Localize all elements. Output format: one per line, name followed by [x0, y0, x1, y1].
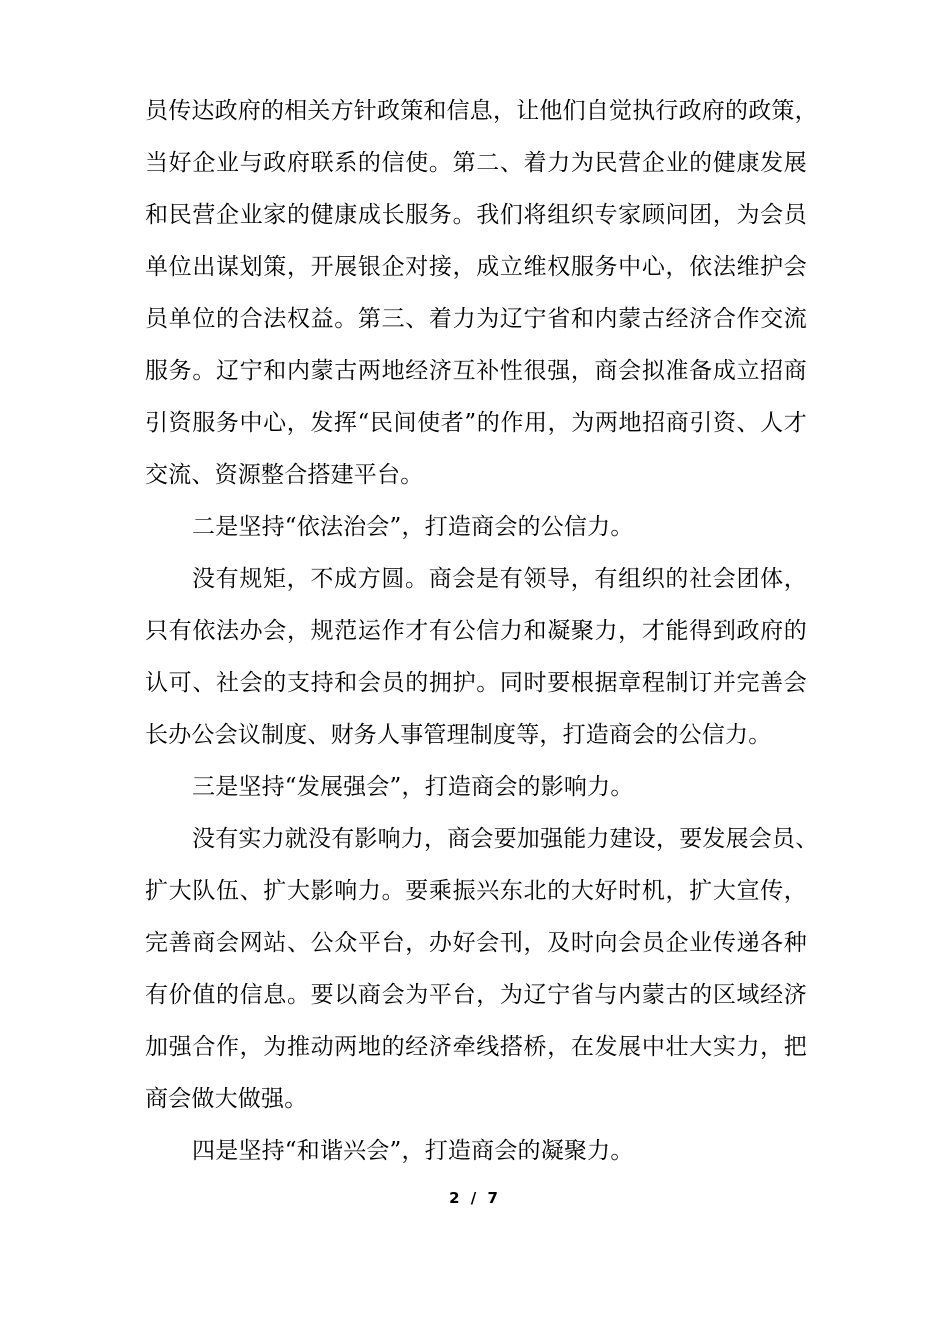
page-number: 2 / 7 — [449, 1189, 501, 1207]
text-line: 服务。辽宁和内蒙古两地经济互补性很强，商会拟准备成立招商 — [145, 358, 807, 384]
section-heading: 三是坚持“发展强会”，打造商会的影响力。 — [192, 774, 634, 800]
text-line: 有价值的信息。要以商会为平台，为辽宁省与内蒙古的区域经济 — [145, 982, 807, 1008]
text-line: 扩大队伍、扩大影响力。要乘振兴东北的大好时机，扩大宣传， — [145, 878, 807, 904]
text-line: 引资服务中心，发挥“民间使者”的作用，为两地招商引资、人才 — [145, 410, 807, 436]
text-line: 和民营企业家的健康成长服务。我们将组织专家顾问团，为会员 — [145, 202, 807, 228]
text-line: 认可、社会的支持和会员的拥护。同时要根据章程制订并完善会 — [145, 670, 807, 696]
section-heading: 四是坚持“和谐兴会”，打造商会的凝聚力。 — [192, 1138, 634, 1164]
text-line: 没有实力就没有影响力，商会要加强能力建设，要发展会员、 — [192, 826, 819, 852]
text-line: 员传达政府的相关方针政策和信息，让他们自觉执行政府的政策， — [145, 98, 818, 124]
document-body — [145, 85, 819, 1177]
text-line: 长办公会议制度、财务人事管理制度等，打造商会的公信力。 — [145, 722, 772, 748]
section-heading: 二是坚持“依法治会”，打造商会的公信力。 — [192, 514, 634, 540]
text-line: 员单位的合法权益。第三、着力为辽宁省和内蒙古经济合作交流 — [145, 306, 807, 332]
text-line: 当好企业与政府联系的信使。第二、着力为民营企业的健康发展 — [145, 150, 807, 176]
text-line: 单位出谋划策，开展银企对接，成立维权服务中心，依法维护会 — [145, 254, 807, 280]
text-line: 加强合作，为推动两地的经济牵线搭桥，在发展中壮大实力，把 — [145, 1034, 807, 1060]
text-line: 商会做大做强。 — [145, 1086, 308, 1112]
text-line: 只有依法办会，规范运作才有公信力和凝聚力，才能得到政府的 — [145, 618, 807, 644]
text-line: 交流、资源整合搭建平台。 — [145, 462, 424, 488]
text-line: 没有规矩，不成方圆。商会是有领导，有组织的社会团体， — [192, 566, 807, 592]
text-line: 完善商会网站、公众平台，办好会刊，及时向会员企业传递各种 — [145, 930, 807, 956]
